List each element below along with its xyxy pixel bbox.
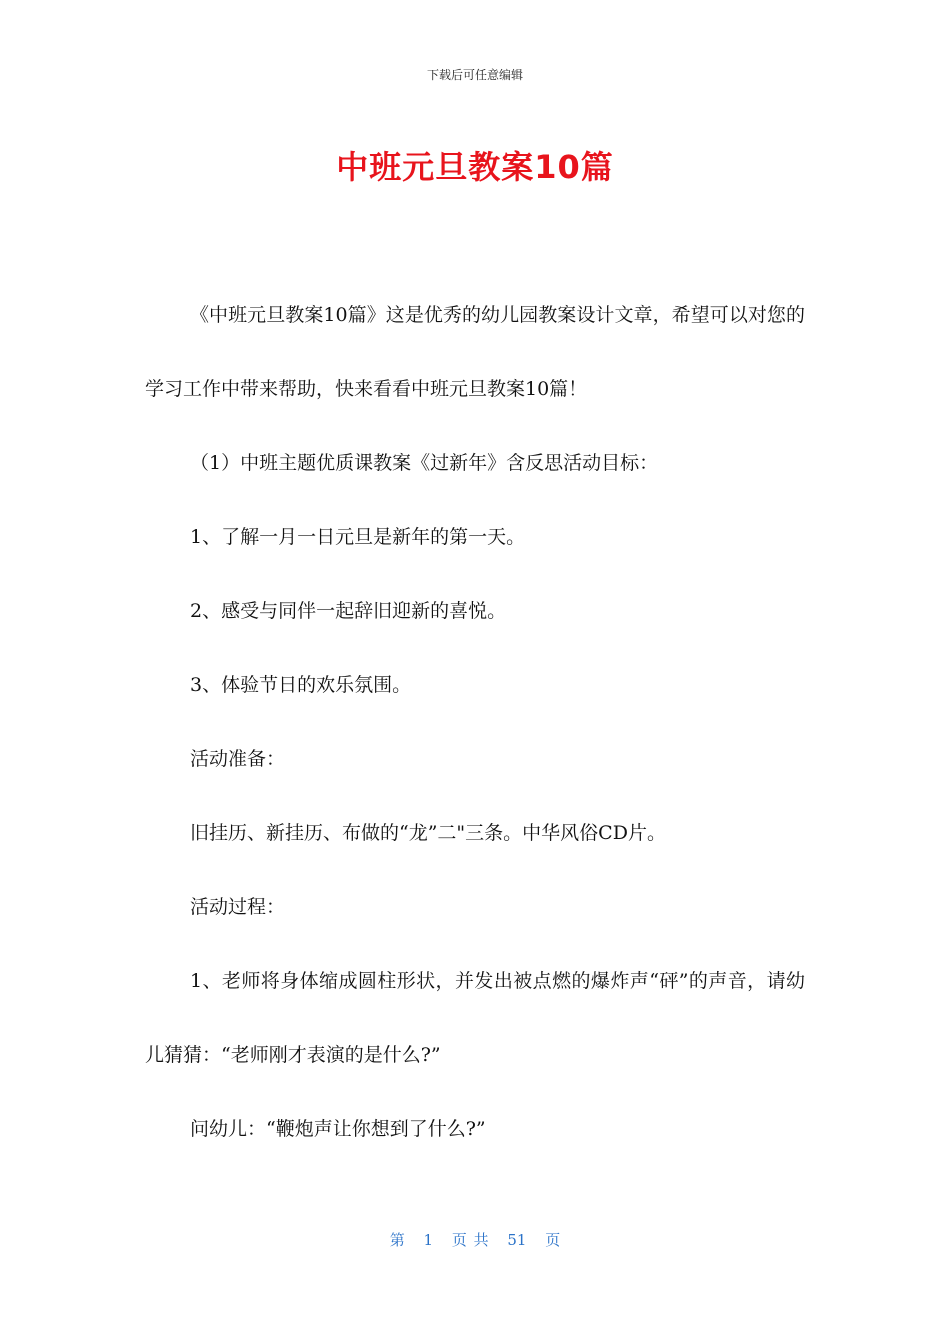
paragraph-question: 问幼儿：“鞭炮声让你想到了什么?” xyxy=(190,1118,486,1140)
document-body xyxy=(145,278,805,1166)
footer-current-page: 1 xyxy=(423,1231,434,1249)
footer-page-mid: 页 共 xyxy=(451,1231,489,1249)
footer-total-pages: 51 xyxy=(507,1231,527,1249)
footer-page-suffix: 页 xyxy=(545,1231,561,1249)
page-footer xyxy=(0,1229,950,1250)
paragraph-intro: 《中班元旦教案10篇》这是优秀的幼儿园教案设计文章，希望可以对您的学习工作中带来帮助，快来看看中班元旦教案10篇！ xyxy=(145,304,805,400)
paragraph-prep-heading: 活动准备： xyxy=(190,748,286,770)
paragraph-lesson-heading: （1）中班主题优质课教案《过新年》含反思活动目标： xyxy=(190,452,659,474)
footer-page-prefix: 第 xyxy=(389,1231,405,1249)
paragraph-prep-materials: 旧挂历、新挂历、布做的“龙”二"三条。中华风俗CD片。 xyxy=(190,822,666,844)
document-title: 中班元旦教案10篇 xyxy=(336,148,614,186)
header-note: 下载后可任意编辑 xyxy=(426,68,523,82)
paragraph-process-step-1: 1、老师将身体缩成圆柱形状，并发出被点燃的爆炸声“砰”的声音，请幼儿猜猜：“老师刚才表演的是什么?” xyxy=(145,970,805,1066)
paragraph-goal-1: 1、了解一月一日元旦是新年的第一天。 xyxy=(190,526,526,548)
paragraph-process-heading: 活动过程： xyxy=(190,896,286,918)
paragraph-goal-3: 3、体验节日的欢乐氛围。 xyxy=(190,674,412,696)
paragraph-goal-2: 2、感受与同伴一起辞旧迎新的喜悦。 xyxy=(190,600,507,622)
